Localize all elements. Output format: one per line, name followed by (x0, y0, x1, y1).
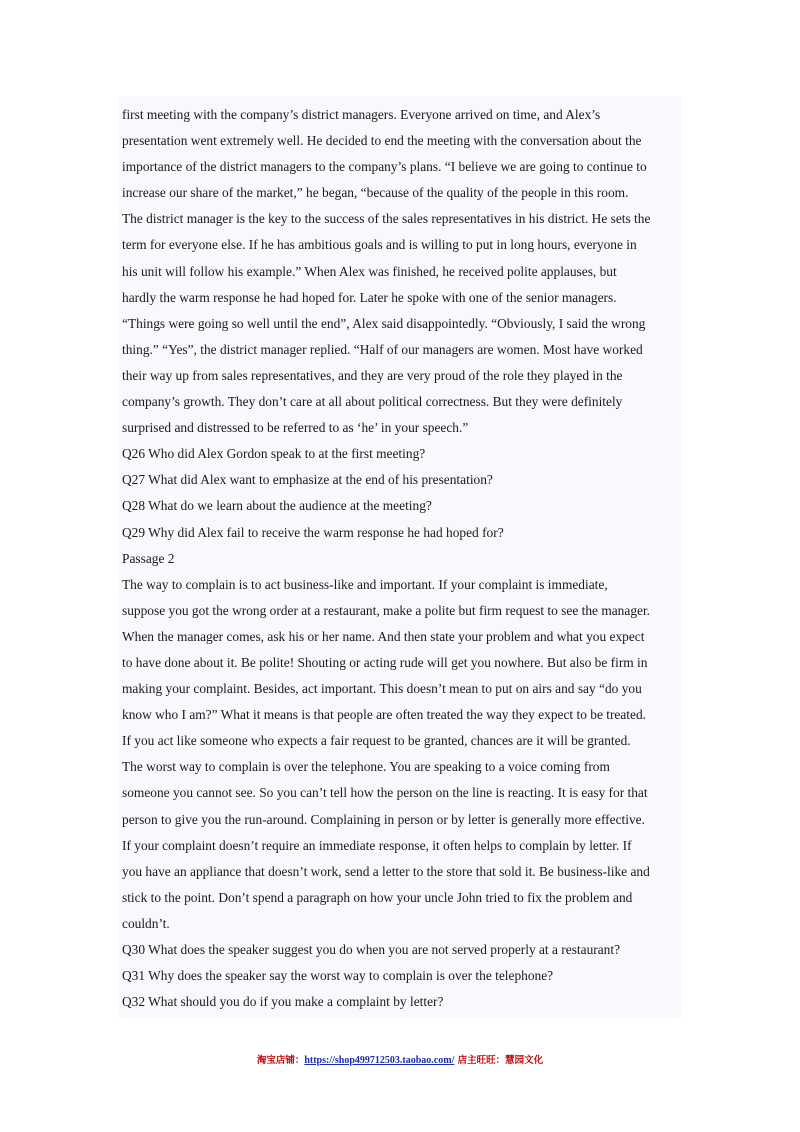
shop-label: 淘宝店铺： (256, 1055, 305, 1066)
passage-2-questions (122, 937, 680, 1015)
passage-line: term for everyone else. If he has ambitious goals and is willing to put in long hours, everyone in (122, 237, 637, 253)
passage-line: someone you cannot see. So you can’t tell how the person on the line is reacting. It is easy for that (122, 785, 648, 801)
passage-line: know who I am?” What it means is that people are often treated the way they expect to be treated. (122, 707, 647, 723)
shop-link[interactable]: https://shop499712503.taobao.com/ (304, 1055, 455, 1066)
question-q31: Q31 Why does the speaker say the worst way to complain is over the telephone? (122, 968, 554, 984)
question-q29: Q29 Why did Alex fail to receive the warm response he had hoped for? (122, 524, 504, 540)
page-footer (0, 1052, 800, 1066)
passage-line: surprised and distressed to be referred to as ‘he’ in your speech.” (122, 420, 469, 436)
question-q30: Q30 What does the speaker suggest you do when you are not served properly at a restaurant? (122, 942, 621, 957)
passage-line: to have done about it. Be polite! Shouting or acting rude will get you nowhere. But also be firm in (122, 654, 648, 670)
passage-line: When the manager comes, ask his or her name. And then state your problem and what you expect (122, 628, 645, 644)
question-q32: Q32 What should you do if you make a complaint by letter? (122, 994, 444, 1010)
passage-line: suppose you got the wrong order at a restaurant, make a polite but firm request to see the manager. (122, 602, 651, 618)
passage-line: If you act like someone who expects a fair request to be granted, chances are it will be granted. (122, 733, 631, 749)
passage-line: The district manager is the key to the success of the sales representatives in his district. He sets the (122, 211, 651, 227)
passage-line: their way up from sales representatives, and they are very proud of the role they played in the (122, 367, 623, 383)
passage-line: stick to the point. Don’t spend a paragraph on how your uncle John tried to fix the problem and (122, 889, 633, 905)
passage-line: increase our share of the market,” he began, “because of the quality of the people in this room. (122, 185, 629, 201)
passage-line: If your complaint doesn’t require an immediate response, it often helps to complain by letter. If (122, 837, 632, 853)
passage-line: The worst way to complain is over the telephone. You are speaking to a voice coming from (122, 759, 610, 775)
question-q26: Q26 Who did Alex Gordon speak to at the first meeting? (122, 446, 426, 462)
passage-line: importance of the district managers to the company’s plans. “I believe we are going to continue to (122, 159, 647, 175)
owner-name: 慧园文化 (505, 1055, 544, 1066)
question-q27: Q27 What did Alex want to emphasize at the end of his presentation? (122, 472, 493, 488)
passage-line: his unit will follow his example.” When Alex was finished, he received polite applauses, but (122, 263, 617, 279)
passage-line: company’s growth. They don’t care at all about political correctness. But they were definitely (122, 394, 623, 410)
passage-line: couldn’t. (122, 915, 170, 931)
passage-line: first meeting with the company’s district managers. Everyone arrived on time, and Alex’s (122, 107, 601, 122)
passage-line: making your complaint. Besides, act important. This doesn’t mean to put on airs and say “do you (122, 681, 642, 697)
question-q28: Q28 What do we learn about the audience at the meeting? (122, 498, 432, 514)
passage-1 (122, 102, 680, 441)
passage-line: “Things were going so well until the end”, Alex said disappointedly. “Obviously, I said the wrong (122, 315, 646, 331)
passage-2-heading: Passage 2 (122, 550, 175, 566)
passage-line: hardly the warm response he had hoped for. Later he spoke with one of the senior managers. (122, 289, 617, 305)
passage-1-questions (122, 441, 680, 545)
passage-line: The way to complain is to act business-like and important. If your complaint is immediate, (122, 576, 608, 592)
passage-line: thing.” “Yes”, the district manager replied. “Half of our managers are women. Most have worked (122, 341, 643, 357)
passage-2 (122, 572, 680, 937)
passage-line: you have an appliance that doesn’t work, send a letter to the store that sold it. Be business-like and (122, 863, 650, 879)
passage-line: person to give you the run-around. Complaining in person or by letter is generally more effective. (122, 811, 645, 827)
owner-label: 店主旺旺： (454, 1055, 506, 1066)
document-body (122, 102, 680, 1015)
passage-line: presentation went extremely well. He decided to end the meeting with the conversation about the (122, 133, 642, 149)
